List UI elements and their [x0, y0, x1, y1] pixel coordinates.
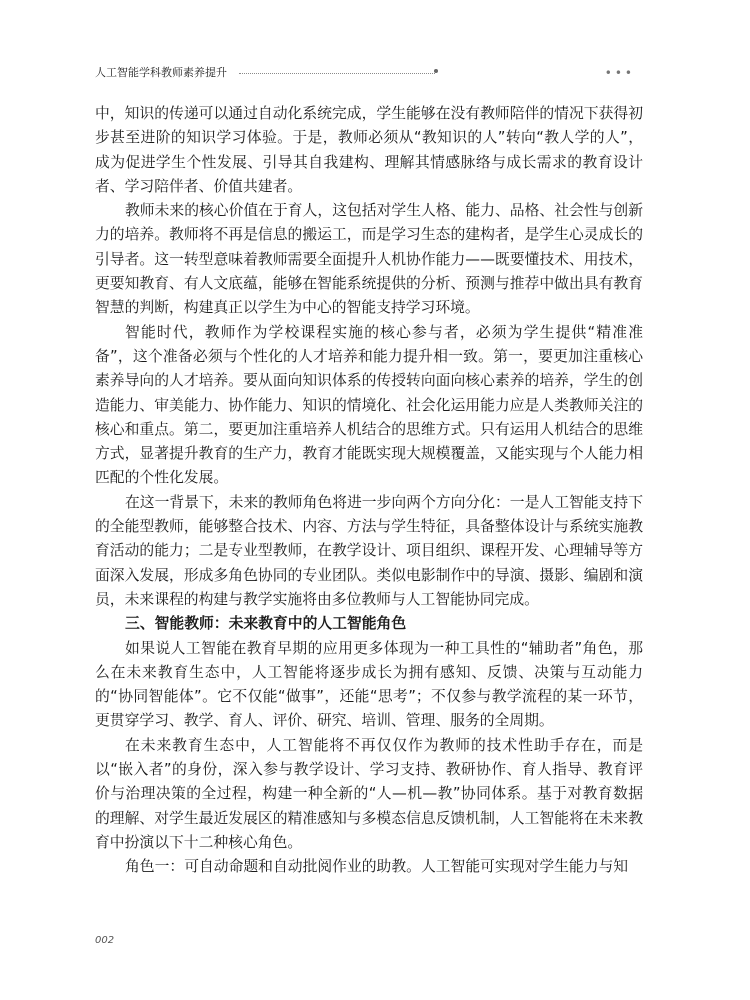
paragraph: 教师未来的核心价值在于育人，这包括对学生人格、能力、品格、社会性与创新力的培养。教师将不再是信息的搬运工，而是学习生态的建构者，是学生心灵成长的引导者。这一转型意味着教师需要全面提升人机协作能力——既要懂技术、用技术，更要知教育、有人文底蕴，能够在智能系统提供的分析、预测与推荐中做出具有教育智慧的判断，构建真正以学生为中心的智能支持学习环境。	[95, 202, 643, 317]
more-dots-icon: •••	[604, 66, 635, 80]
running-header	[95, 64, 635, 84]
paragraph: 中，知识的传递可以通过自动化系统完成，学生能够在没有教师陪伴的情况下获得初步甚至进阶的知识学习体验。于是，教师必须从“教知识的人”转向“教人学的人”，成为促进学生个性发展、引导其自我建构、理解其情感脉络与成长需求的教育设计者、学习陪伴者、价值共建者。	[95, 105, 643, 195]
paragraph: 如果说人工智能在教育早期的应用更多体现为一种工具性的“辅助者”角色，那么在未来教育生态中，人工智能将逐步成长为拥有感知、反馈、决策与互动能力的“协同智能体”。它不仅能“做事”，还能“思考”；不仅参与教学流程的某一环节，更贯穿学习、教学、育人、评价、研究、培训、管理、服务的全周期。	[95, 639, 643, 730]
page-body	[95, 102, 643, 880]
section-heading: 三、智能教师：未来教育中的人工智能角色	[125, 615, 407, 633]
paragraph: 在未来教育生态中，人工智能将不再仅仅作为教师的技术性助手存在，而是以“嵌入者”的身份，深入参与教学设计、学习支持、教研协作、育人指导、教育评价与治理决策的全过程，构建一种全新的“人—机—教”协同体系。基于对教育数据的理解、对学生最近发展区的精准感知与多模态信息反馈机制，人工智能将在未来教育中扮演以下十二种核心角色。	[95, 736, 643, 851]
header-bullet-icon	[434, 69, 438, 73]
header-dotted-rule	[239, 73, 435, 74]
running-title: 人工智能学科教师素养提升	[95, 66, 227, 79]
paragraph: 在这一背景下，未来的教师角色将进一步向两个方向分化：一是人工智能支持下的全能型教师，能够整合技术、内容、方法与学生特征，具备整体设计与系统实施教育活动的能力；二是专业型教师，在教学设计、项目组织、课程开发、心理辅导等方面深入发展，形成多角色协同的专业团队。类似电影制作中的导演、摄影、编剧和演员，未来课程的构建与教学实施将由多位教师与人工智能协同完成。	[95, 493, 643, 608]
page-number: 002	[95, 935, 115, 946]
paragraph: 智能时代，教师作为学校课程实施的核心参与者，必须为学生提供“精准准备”，这个准备必须与个性化的人才培养和能力提升相一致。第一，要更加注重核心素养导向的人才培养。要从面向知识体系的传授转向面向核心素养的培养，学生的创造能力、审美能力、协作能力、知识的情境化、社会化运用能力应是人类教师关注的核心和重点。第二，要更加注重培养人机结合的思维方式。只有运用人机结合的思维方式，显著提升教育的生产力，教育才能既实现大规模覆盖，又能实现与个人能力相匹配的个性化发展。	[95, 323, 643, 487]
paragraph: 角色一：可自动命题和自动批阅作业的助教。人工智能可实现对学生能力与知	[125, 858, 629, 876]
